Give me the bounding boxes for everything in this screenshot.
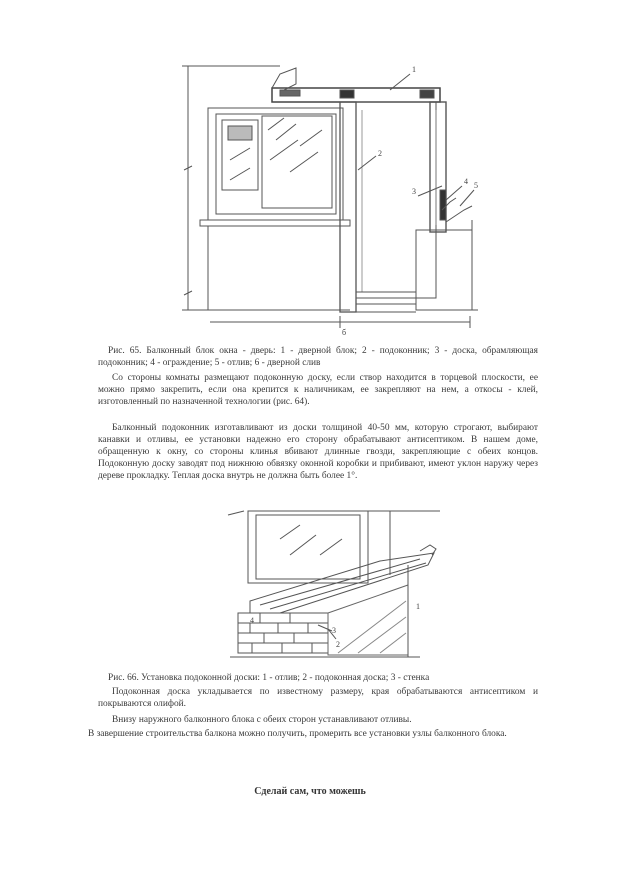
figure1-dimension-label: б xyxy=(342,328,347,337)
figure1-callout-1: 1 xyxy=(412,65,416,74)
page-footer: Сделай сам, что можешь xyxy=(254,786,366,797)
figure2-callout-4: 4 xyxy=(250,616,254,625)
figure-balcony-block xyxy=(180,60,480,340)
figure1-callout-2: 2 xyxy=(378,149,382,158)
figure2-callout-2: 2 xyxy=(336,640,340,649)
paragraph-bottom-2: Внизу наружного балконного блока с обеих сторон устанавливают отливы. xyxy=(112,715,412,725)
paragraph-top-2: Балконный подоконник изготавливают из доски толщиной 40-50 мм, которую строгают, выбирают канавки и отливы, ее установки надежно его сторону обрабатывают антисептиком. В нашем доме, обращенную к окну, со стороны клинья вбивают длинные гвозди, закрепляющие с обеих концов. Подоконную доску заводят под нижнюю обвязку оконной коробки и прибивают, имеют уклон наружу через дереве прокладку. Теплая доска внутрь не должна быть более 1°. xyxy=(98,423,538,481)
paragraph-bottom-1: Подоконная доска укладывается по известному размеру, края обрабатываются антисептиком и покрываются олифой. xyxy=(98,687,538,709)
figure1-callout-4: 4 xyxy=(464,177,468,186)
paragraph-bottom-3: В завершение строительства балкона можно получить, промерить все установки узлы балконного блока. xyxy=(88,729,507,739)
figure-windowsill xyxy=(220,505,450,665)
figure1-callout-3: 3 xyxy=(412,187,416,196)
paragraph-top-1: Со стороны комнаты размещают подоконную доску, если створ находится в торцевой плоскости, ее можно прямо закрепить, если она крепится к наличникам, ее закрепляют на нем, а откосы - клей, изготовленный по назначенной технологии (рис. 64). xyxy=(98,373,538,407)
figure2-caption: Рис. 66. Установка подоконной доски: 1 - отлив; 2 - подоконная доска; 3 - стенка xyxy=(108,673,430,683)
figure1-callout-5: 5 xyxy=(474,181,478,190)
figure2-callout-1: 1 xyxy=(416,602,420,611)
figure2-callout-3: 3 xyxy=(332,626,336,635)
figure1-caption: Рис. 65. Балконный блок окна - дверь: 1 - дверной блок; 2 - подоконник; 3 - доска, обрамляющая подоконник; 4 - ограждение; 5 - отлив; 6 - дверной слив xyxy=(98,346,538,368)
